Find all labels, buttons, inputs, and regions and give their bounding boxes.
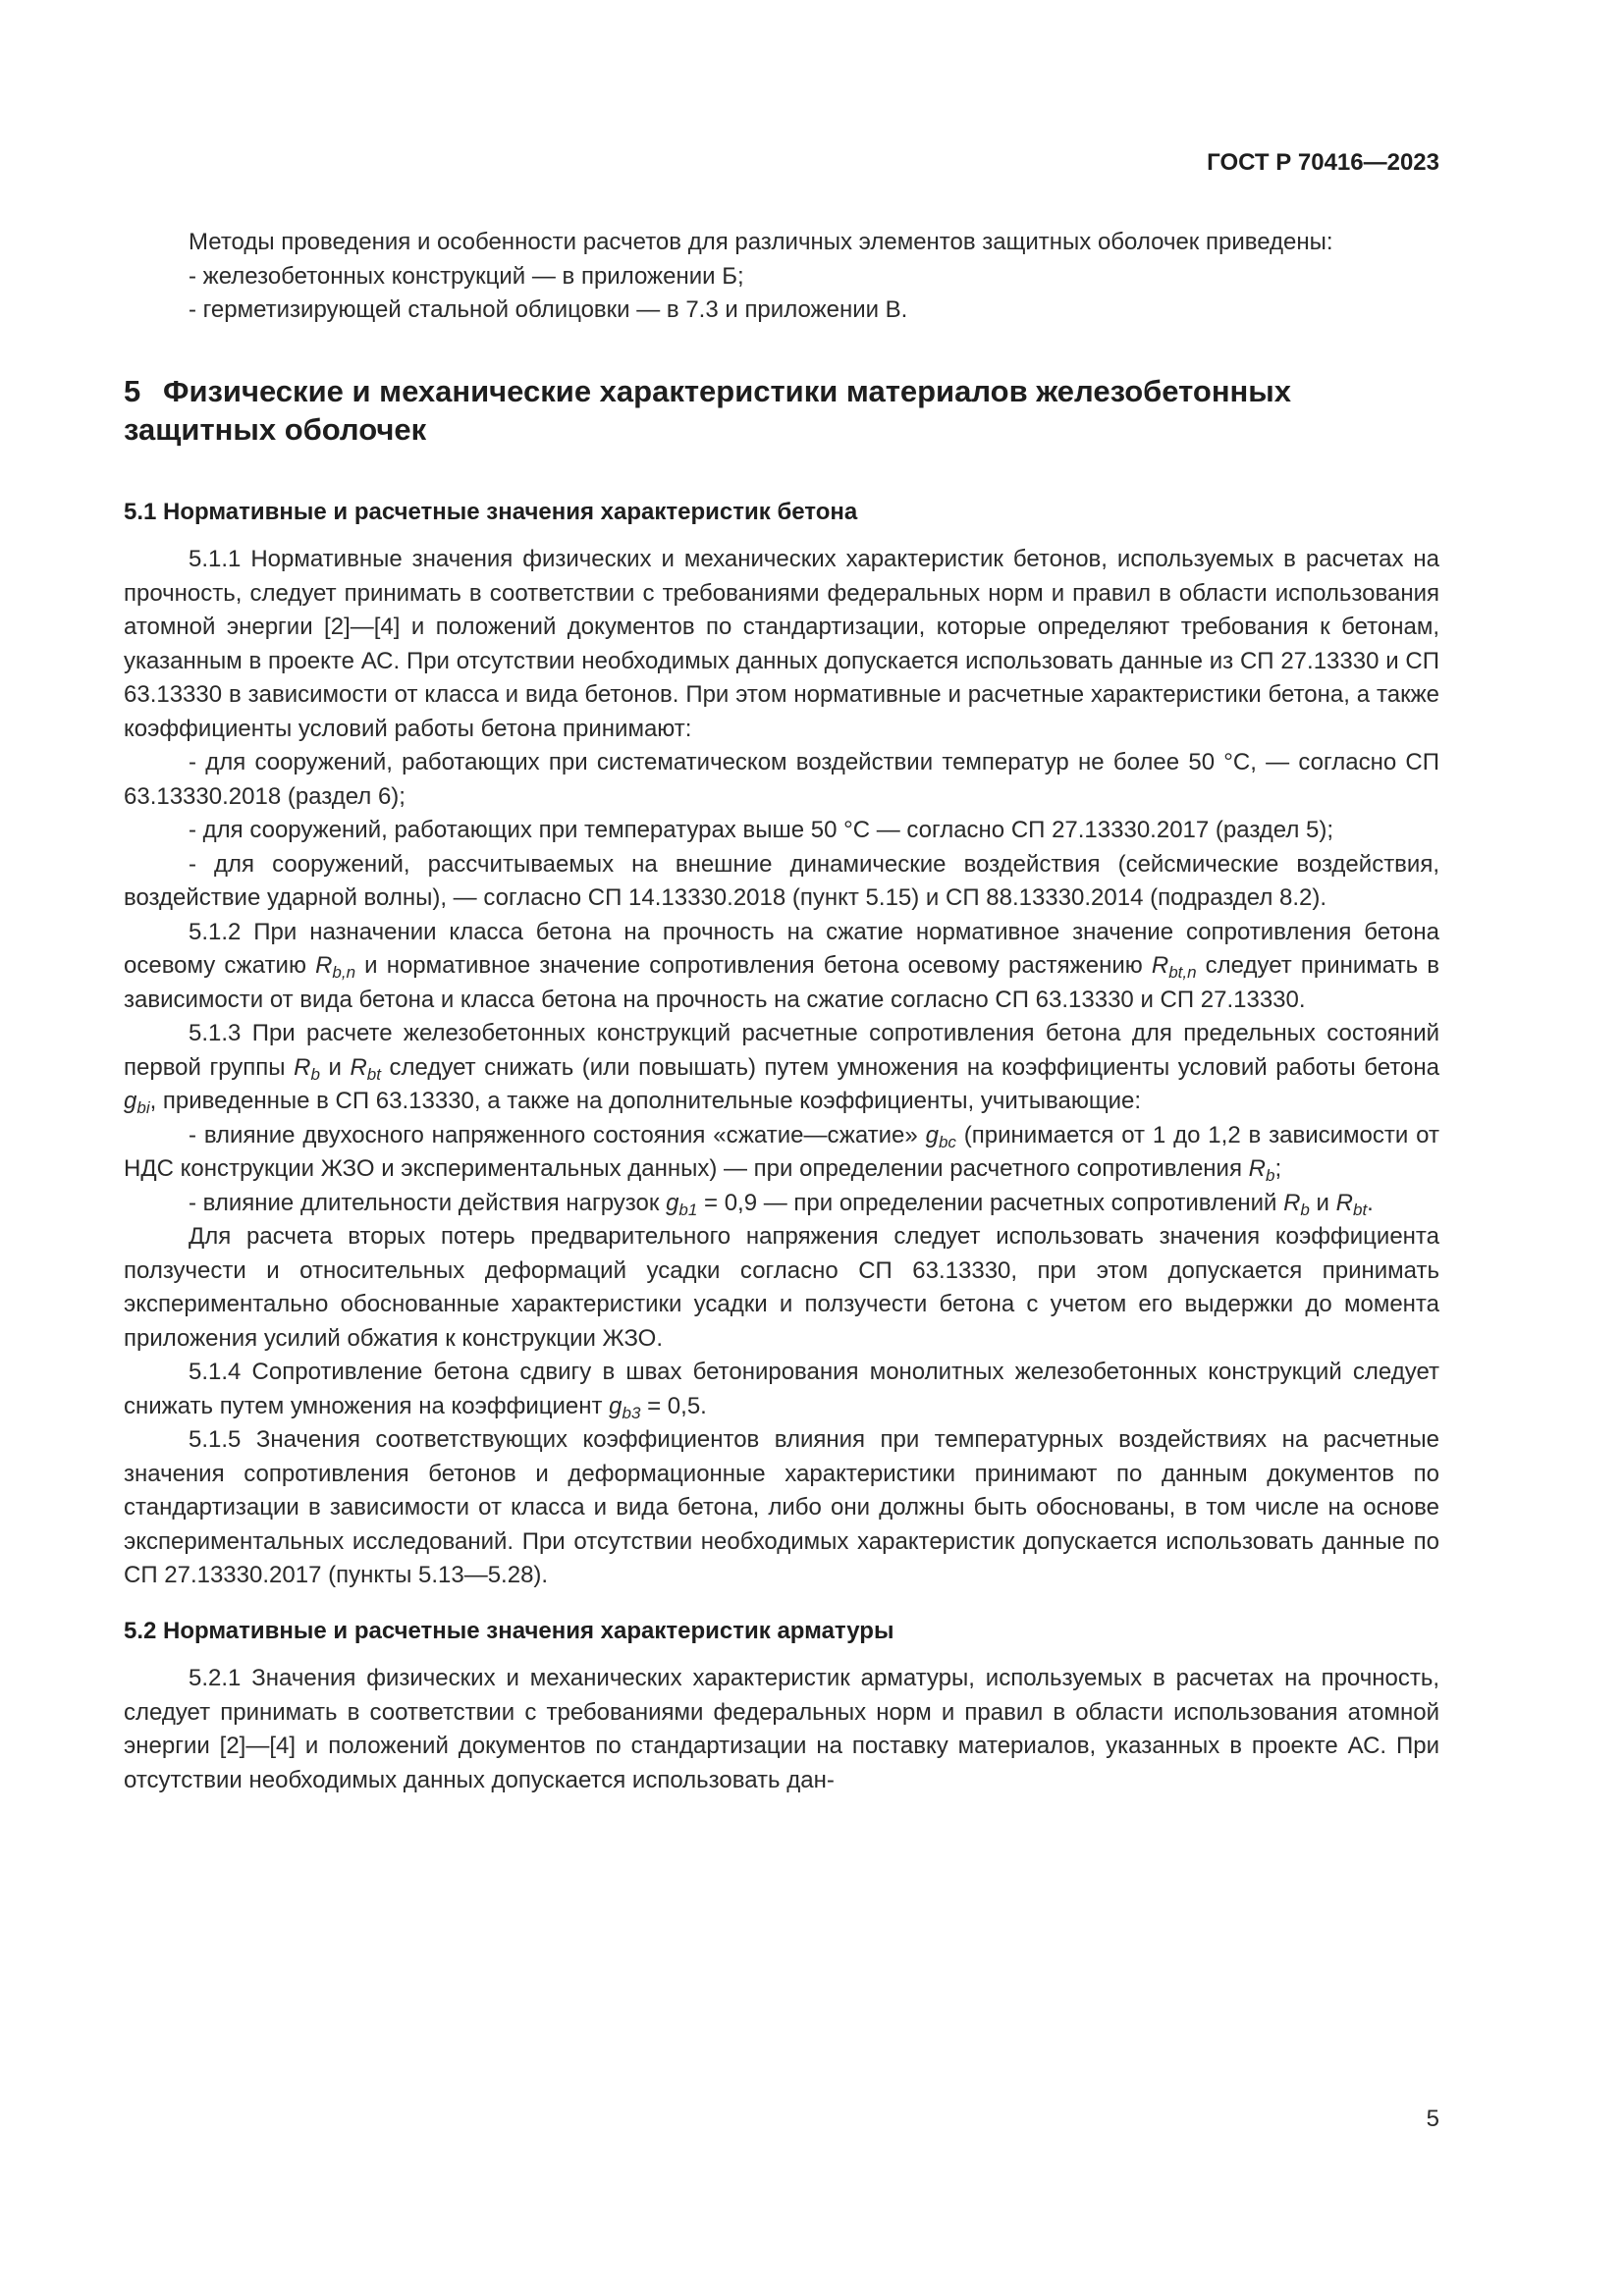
symbol: $R_{bt,n}$ <box>1151 952 1197 982</box>
section-5-title: Физические и механические характеристики материалов железобетонных защитных оболочек <box>124 373 1291 447</box>
list-item: - влияние двухосного напряженного состояния «сжатие—сжатие» $g_{bc}$ (принимается от 1 до 1,2 в зависимости от НДС конструкции ЖЗО и экспериментальных данных) — при определении расчетного сопротивления $R_b$; <box>124 1121 1439 1185</box>
symbol: $g_{b3}$ <box>609 1392 641 1422</box>
intro-paragraph: Методы проведения и особенности расчетов для различных элементов защитных оболочек приведены: <box>189 229 1333 255</box>
symbol: $R_{b,n}$ <box>315 952 356 982</box>
symbol: $g_{bc}$ <box>925 1121 956 1151</box>
list-item: - для сооружений, рассчитываемых на внешние динамические воздействия (сейсмические воздействия, воздействие ударной волны), — согласно СП 14.13330.2018 (пункт 5.15) и СП 88.13330.2014 (подраздел 8.2). <box>124 850 1439 911</box>
symbol: $R_{bt}$ <box>350 1053 381 1084</box>
symbol: $g_{bi}$ <box>124 1088 150 1117</box>
section-5-heading <box>124 372 1439 449</box>
page-number: 5 <box>1426 2106 1439 2132</box>
symbol: $R_b$ <box>1283 1189 1310 1219</box>
list-item: - для сооружений, работающих при систематическом воздействии температур не более 50 °С, — согласно СП 63.13330.2018 (раздел 6); <box>124 749 1439 810</box>
list-item: - влияние длительности действия нагрузок $g_{b1} = 0,9$ — при определении расчетных сопротивлений $R_b$ и $R_{bt}$. <box>189 1189 1374 1219</box>
paragraph-note: Для расчета вторых потерь предварительного напряжения следует использовать значения коэффициента ползучести и относительных деформаций усадки согласно СП 63.13330, при этом допускается принимать экспериментально обоснованные характеристики усадки и ползучести бетона с учетом его выдержки до момента приложения усилий обжатия к конструкции ЖЗО. <box>124 1223 1439 1352</box>
section-5-2-heading: 5.2 Нормативные и расчетные значения характеристик арматуры <box>124 1617 894 1644</box>
symbol: $R_b$ <box>294 1053 320 1084</box>
paragraph-5-1-3: 5.1.3 При расчете железобетонных конструкций расчетные сопротивления бетона для предельных состояний первой группы $R_b$ и $R_{bt}$ следует снижать (или повышать) путем умножения на коэффициенты условий работы бетона $g_{bi}$, приведенные в СП 63.13330, а также на дополнительные коэффициенты, учитывающие: <box>124 1020 1440 1117</box>
paragraph-5-2-1: 5.2.1 Значения физических и механических характеристик арматуры, используемых в расчетах на прочность, следует принимать в соответствии с требованиями федеральных норм и правил в области использования атомной энергии [2]—[4] и положений документов по стандартизации на поставку материалов, указанных в проекте АС. При отсутствии необходимых данных допускается использовать дан- <box>124 1665 1439 1793</box>
symbol: $g_{b1}$ <box>666 1189 698 1219</box>
section-5-1-heading: 5.1 Нормативные и расчетные значения характеристик бетона <box>124 498 858 525</box>
paragraph-5-1-1: 5.1.1 Нормативные значения физических и механических характеристик бетонов, используемых в расчетах на прочность, следует принимать в соответствии с требованиями федеральных норм и правил в области использования атомной энергии [2]—[4] и положений документов по стандартизации, которые определяют требования к бетонам, указанным в проекте АС. При отсутствии необходимых данных допускается использовать данные из СП 27.13330 и СП 63.13330 в зависимости от класса и вида бетонов. При этом нормативные и расчетные характеристики бетона, а также коэффициенты условий работы бетона принимают: <box>124 546 1439 742</box>
paragraph-5-1-2: 5.1.2 При назначении класса бетона на прочность на сжатие нормативное значение сопротивления бетона осевому сжатию $R_{b,n}$ и нормативное значение сопротивления бетона осевому растяжению $R_{bt,n}$ следует принимать в зависимости от вида бетона и класса бетона на прочность на сжатие согласно СП 63.13330 и СП 27.13330. <box>124 918 1439 1013</box>
paragraph-5-1-5: 5.1.5 Значения соответствующих коэффициентов влияния при температурных воздействиях на расчетные значения сопротивления бетонов и деформационные характеристики принимают по данным документов по стандартизации в зависимости от класса и вида бетона, либо они должны быть обоснованы, в том числе на основе экспериментальных исследований. При отсутствии необходимых характеристик допускается использовать данные по СП 27.13330.2017 (пункты 5.13—5.28). <box>124 1426 1439 1588</box>
paragraph-5-1-4: 5.1.4 Сопротивление бетона сдвигу в швах бетонирования монолитных железобетонных конструкций следует снижать путем умножения на коэффициент $g_{b3} = 0,5$. <box>124 1359 1439 1422</box>
document-header: ГОСТ Р 70416—2023 <box>1207 149 1439 176</box>
intro-list-item: - герметизирующей стальной облицовки — в 7.3 и приложении В. <box>189 296 908 323</box>
page-content <box>124 226 1439 1797</box>
intro-list-item: - железобетонных конструкций — в приложении Б; <box>189 262 744 290</box>
section-5-number: 5 <box>124 373 141 408</box>
list-item: - для сооружений, работающих при температурах выше 50 °С — согласно СП 27.13330.2017 (раздел 5); <box>189 817 1334 843</box>
symbol: $R_{bt}$ <box>1335 1189 1368 1219</box>
symbol: $R_b$ <box>1248 1155 1275 1185</box>
